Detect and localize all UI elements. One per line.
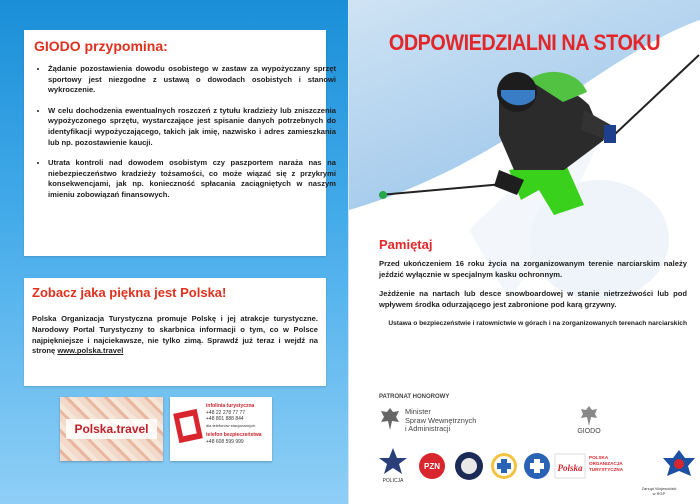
polska-logo	[555, 454, 585, 478]
pot-logo-text	[589, 455, 623, 472]
hotline-number-2: +48 801 888 844	[206, 416, 244, 423]
poland-body-text: Polska Organizacja Turystyczna promuje Polskę i jej atrakcje turystyczne. Narodowy Portal Turystyczny to skarbnica informacji o tym, co w Polsce najpiękniejsze i najciekawsze, nie tylko zimą. Sprawdź już teraz i wejdź na stronę	[32, 314, 318, 356]
pot-line: TURYSTYCZNA	[589, 466, 624, 472]
giodo-bullet: • Utrata kontroli nad dowodem osobistym czy paszportem naraża nas na niebezpieczeństwo kradzieży tożsamości, co może wiązać się z przykrymi konsekwencjami, jak np. konieczność spłacania zaciągniętych w naszym imieniu zobowiązań finansowych.	[48, 158, 336, 200]
ministry-line: i Administracji	[405, 424, 451, 434]
giodo-bullet-list	[30, 64, 336, 211]
giodo-logo-text: GIODO	[577, 428, 601, 435]
remember-heading: Pamiętaj	[379, 237, 433, 252]
gopr-logo	[524, 453, 550, 479]
tourist-hotline-card	[170, 397, 272, 461]
hotline-text	[206, 403, 270, 446]
giodo-eagle-icon	[569, 404, 609, 428]
giodo-reminder-box	[24, 30, 336, 256]
zarzad-text	[639, 486, 679, 496]
patronage-label: PATRONAT HONOROWY	[379, 394, 450, 400]
hotline-note: dla telefonów stacjonarnych	[206, 422, 256, 428]
giodo-bullet: • W celu dochodzenia ewentualnych roszczeń z tytułu kradzieży lub zniszczenia wypożyczonego sprzętu, wystarczające jest spisanie danych potrzebnych do identyfikacji wypożyczającego, takich jak imię, nazwisko i adres zamieszkania lub np. pozostawienie kaucji.	[48, 106, 336, 148]
pot-line: POLSKA	[589, 455, 609, 460]
remember-section	[379, 237, 687, 328]
pzn-text: PZN	[424, 462, 440, 471]
ministry-text	[405, 408, 476, 434]
rescue-badge-logo	[455, 452, 483, 480]
ski-glove	[604, 125, 616, 143]
ministry-line: Spraw Wewnętrznych	[405, 415, 477, 425]
page-title: ODPOWIEDZIALNI NA STOKU	[388, 30, 661, 55]
polska-travel-logo: Polska.travel	[66, 419, 157, 439]
poland-promo-box	[24, 278, 326, 386]
poland-heading: Zobacz jaka piękna jest Polska!	[32, 285, 227, 300]
giodo-bullet: • Żądanie pozostawienia dowodu osobistego w zastaw za wypożyczany sprzęt sportowy jest niezgodne z ustawą o dowodach osobistych i stanowi wykroczenie.	[48, 64, 336, 96]
pzn-logo	[419, 453, 445, 479]
polska-text: Polska	[557, 463, 583, 473]
law-source: Ustawa o bezpieczeństwie i ratownictwie w górach i na zorganizowanych terenach narciarskich	[388, 320, 687, 328]
safety-phone-number: +48 608 599 999	[206, 438, 244, 445]
giodo-heading: GIODO przypomina:	[34, 38, 168, 54]
remember-sobriety-rule: Jeżdżenie na nartach lub desce snowboardowej w stanie nietrzeźwości lub pod wpływem środka odurzającego jest zabronione pod karą grzywny.	[379, 289, 687, 309]
medical-cross-logo	[491, 453, 517, 479]
poland-body	[32, 314, 318, 357]
hotline-number-1: +48 22 278 77 77	[206, 409, 246, 416]
pot-line: ORGANIZACJA	[589, 460, 623, 466]
ministry-logo	[379, 406, 519, 438]
left-panel	[0, 0, 349, 504]
zarzad-logo	[663, 450, 695, 476]
zarzad-line: w RGP	[652, 491, 666, 496]
safety-phone-label: telefon bezpieczeństwa	[206, 432, 262, 439]
ministry-line: Minister	[405, 407, 431, 416]
policja-text: POLICJA	[382, 478, 404, 484]
hotline-label: infolinia turystyczna	[206, 403, 255, 409]
polish-eagle-icon	[379, 406, 401, 432]
polska-travel-card	[60, 397, 163, 461]
right-panel	[349, 0, 700, 504]
pole-basket-left	[379, 191, 387, 199]
giodo-logo	[569, 404, 609, 440]
remember-helmet-rule: Przed ukończeniem 16 roku życia na zorganizowanym terenie narciarskim należy jeździć wyłącznie w specjalnym kasku ochronnym.	[379, 259, 687, 279]
info-book-icon	[173, 409, 203, 443]
zarzad-line: Zarząd Wojewódzki	[641, 486, 677, 491]
polska-travel-link[interactable]: www.polska.travel	[57, 346, 124, 356]
policja-logo	[379, 448, 407, 484]
